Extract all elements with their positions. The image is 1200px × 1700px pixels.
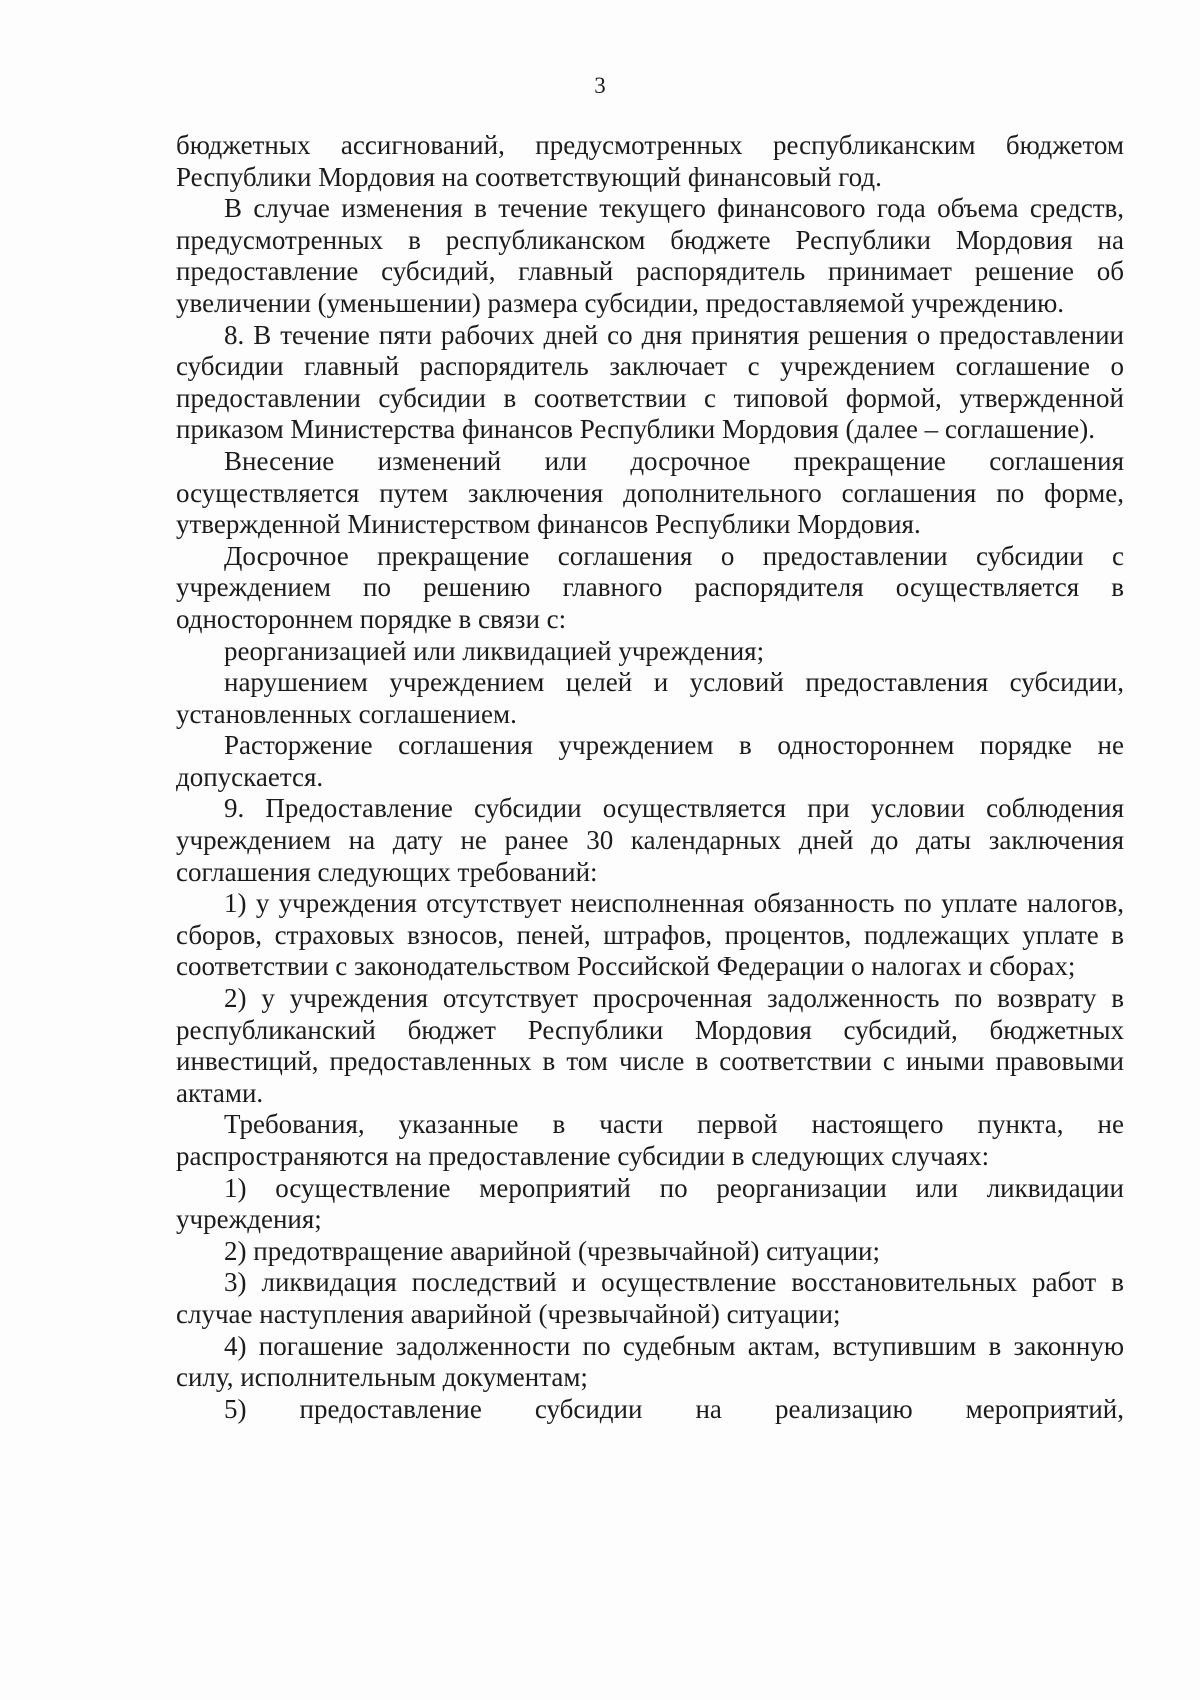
document-paragraph: Требования, указанные в части первой настоящего пункта, не распространяются на предоставление субсидии в следующих случаях:: [176, 1109, 1124, 1171]
document-paragraph: Внесение изменений или досрочное прекращение соглашения осуществляется путем заключения дополнительного соглашения по форме, утвержденной Министерством финансов Республики Мордовия.: [176, 445, 1124, 540]
document-paragraph: нарушением учреждением целей и условий предоставления субсидии, установленных соглашением.: [176, 667, 1124, 729]
document-paragraph: реорганизацией или ликвидацией учреждения;: [224, 635, 765, 666]
document-paragraph: 9. Предоставление субсидии осуществляется при условии соблюдения учреждением на дату не ранее 30 календарных дней до даты заключения соглашения следующих требований:: [176, 793, 1124, 887]
page-number: 3: [594, 73, 606, 98]
document-paragraph: 2) предотвращение аварийной (чрезвычайной) ситуации;: [224, 1235, 880, 1266]
document-paragraph: 3) ликвидация последствий и осуществление восстановительных работ в случае наступления аварийной (чрезвычайной) ситуации;: [176, 1267, 1124, 1329]
document-body: [176, 130, 1124, 1425]
document-paragraph: 1) у учреждения отсутствует неисполненная обязанность по уплате налогов, сборов, страховых взносов, пеней, штрафов, процентов, подлежащих уплате в соответствии с законодательством Российской Федерации о налогах и сборах;: [176, 888, 1124, 982]
document-paragraph: Досрочное прекращение соглашения о предоставлении субсидии с учреждением по решению главного распорядителя осуществляется в одностороннем порядке в связи с:: [176, 540, 1124, 634]
document-paragraph: бюджетных ассигнований, предусмотренных республиканским бюджетом Республики Мордовия на соответствующий финансовый год.: [176, 130, 1124, 192]
document-paragraph: 2) у учреждения отсутствует просроченная задолженность по возврату в республиканский бюджет Республики Мордовия субсидий, бюджетных инвестиций, предоставленных в том числе в соответствии с иными правовыми актами.: [176, 983, 1124, 1108]
document-paragraph: 1) осуществление мероприятий по реорганизации или ликвидации учреждения;: [176, 1172, 1124, 1235]
document-paragraph: 8. В течение пяти рабочих дней со дня принятия решения о предоставлении субсидии главный распорядитель заключает с учреждением соглашение о предоставлении субсидии в соответствии с типовой формой, утвержденной приказом Министерства финансов Республики Мордовия (далее – соглашение).: [176, 319, 1124, 445]
document-paragraph: 5) предоставление субсидии на реализацию мероприятий,: [224, 1393, 1124, 1424]
document-paragraph: 4) погашение задолженности по судебным актам, вступившим в законную силу, исполнительным документам;: [176, 1330, 1124, 1393]
document-paragraph: Расторжение соглашения учреждением в одностороннем порядке не допускается.: [176, 730, 1124, 792]
document-paragraph: В случае изменения в течение текущего финансового года объема средств, предусмотренных в республиканском бюджете Республики Мордовия на предоставление субсидий, главный распорядитель принимает решение об увеличении (уменьшении) размера субсидии, предоставляемой учреждению.: [176, 193, 1124, 318]
